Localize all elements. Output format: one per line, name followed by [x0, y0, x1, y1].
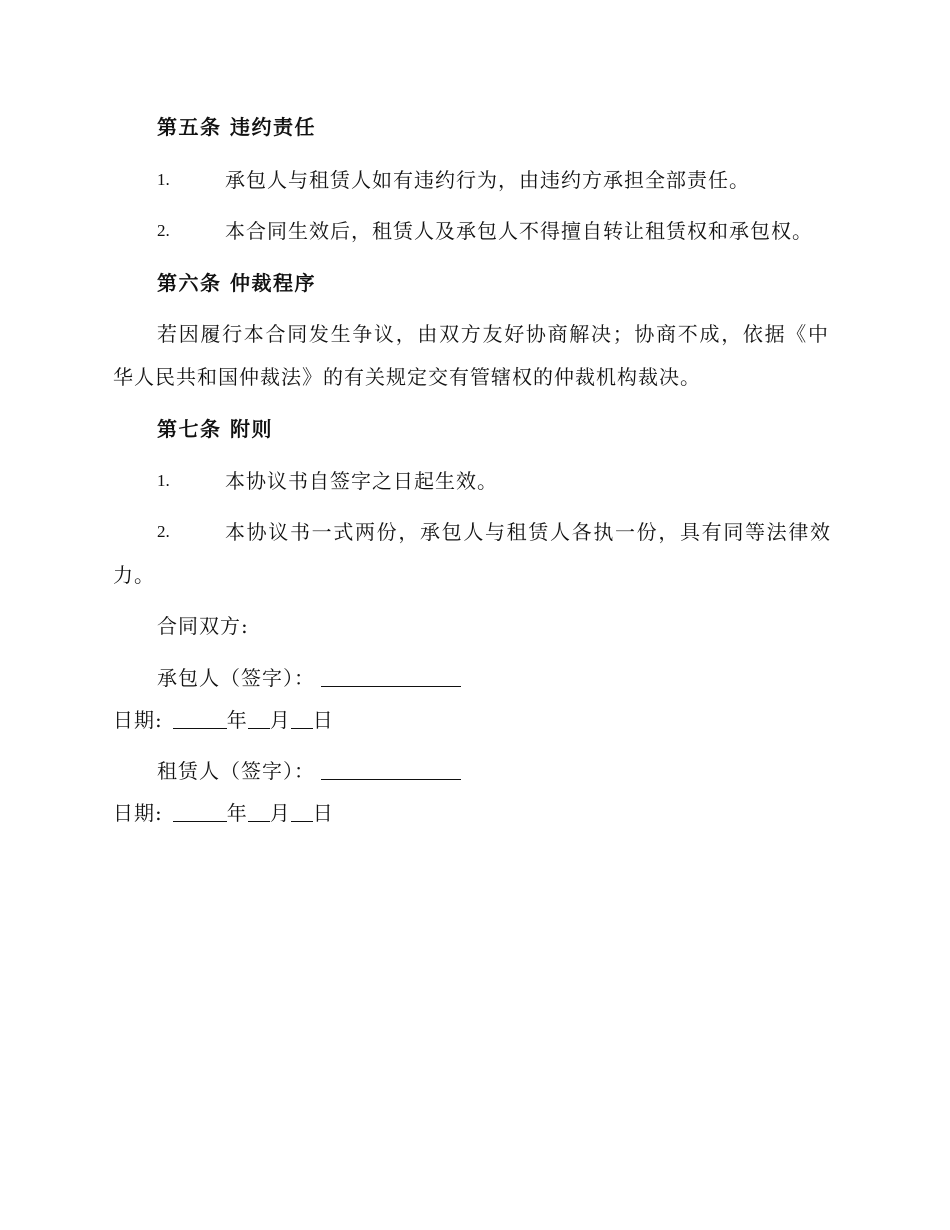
- article-6-heading: 第六条 仲裁程序: [157, 271, 316, 295]
- article-5-item-1-number: 1.: [157, 170, 170, 189]
- article-6-paragraph-line-1: 若因履行本合同发生争议，由双方友好协商解决；协商不成，依据《中: [157, 322, 829, 346]
- month-label: 月: [269, 708, 291, 732]
- day-label: 日: [312, 801, 334, 825]
- article-7-item-2-text-line-2: 力。: [113, 563, 155, 587]
- contract-parties-label: 合同双方:: [157, 614, 249, 638]
- year-label: 年: [226, 801, 248, 825]
- article-5-item-2-text: 本合同生效后，租赁人及承包人不得擅自转让租赁权和承包权。: [225, 219, 813, 243]
- article-7-item-1-text: 本协议书自签字之日起生效。: [225, 469, 498, 493]
- day-label: 日: [312, 708, 334, 732]
- month-blank[interactable]: [248, 801, 270, 822]
- day-blank[interactable]: [291, 801, 313, 822]
- article-7-item-2-number: 2.: [157, 522, 170, 541]
- contractor-date-row: [113, 707, 334, 733]
- lessor-signature-field[interactable]: [321, 759, 461, 780]
- contractor-signature-row: [157, 665, 461, 691]
- month-blank[interactable]: [248, 708, 270, 729]
- lessor-signature-label: 租赁人（签字）：: [157, 759, 315, 783]
- month-label: 月: [269, 801, 291, 825]
- contractor-signature-label: 承包人（签字）：: [157, 666, 315, 690]
- date-label: 日期:: [113, 708, 163, 732]
- article-5-item-2-number: 2.: [157, 221, 170, 240]
- year-label: 年: [226, 708, 248, 732]
- contractor-signature-field[interactable]: [321, 666, 461, 687]
- article-7-heading: 第七条 附则: [157, 417, 273, 441]
- day-blank[interactable]: [291, 708, 313, 729]
- article-7-item-2-text-line-1: 本协议书一式两份，承包人与租赁人各执一份，具有同等法律效: [225, 520, 831, 544]
- article-6-paragraph-line-2: 华人民共和国仲裁法》的有关规定交有管辖权的仲裁机构裁决。: [113, 365, 701, 389]
- article-5-item-1-text: 承包人与租赁人如有违约行为，由违约方承担全部责任。: [225, 168, 750, 192]
- date-label: 日期:: [113, 801, 163, 825]
- year-blank[interactable]: [173, 708, 227, 729]
- lessor-signature-row: [157, 758, 461, 784]
- article-5-heading: 第五条 违约责任: [157, 115, 316, 139]
- article-7-item-1-number: 1.: [157, 471, 170, 490]
- lessor-date-row: [113, 800, 334, 826]
- year-blank[interactable]: [173, 801, 227, 822]
